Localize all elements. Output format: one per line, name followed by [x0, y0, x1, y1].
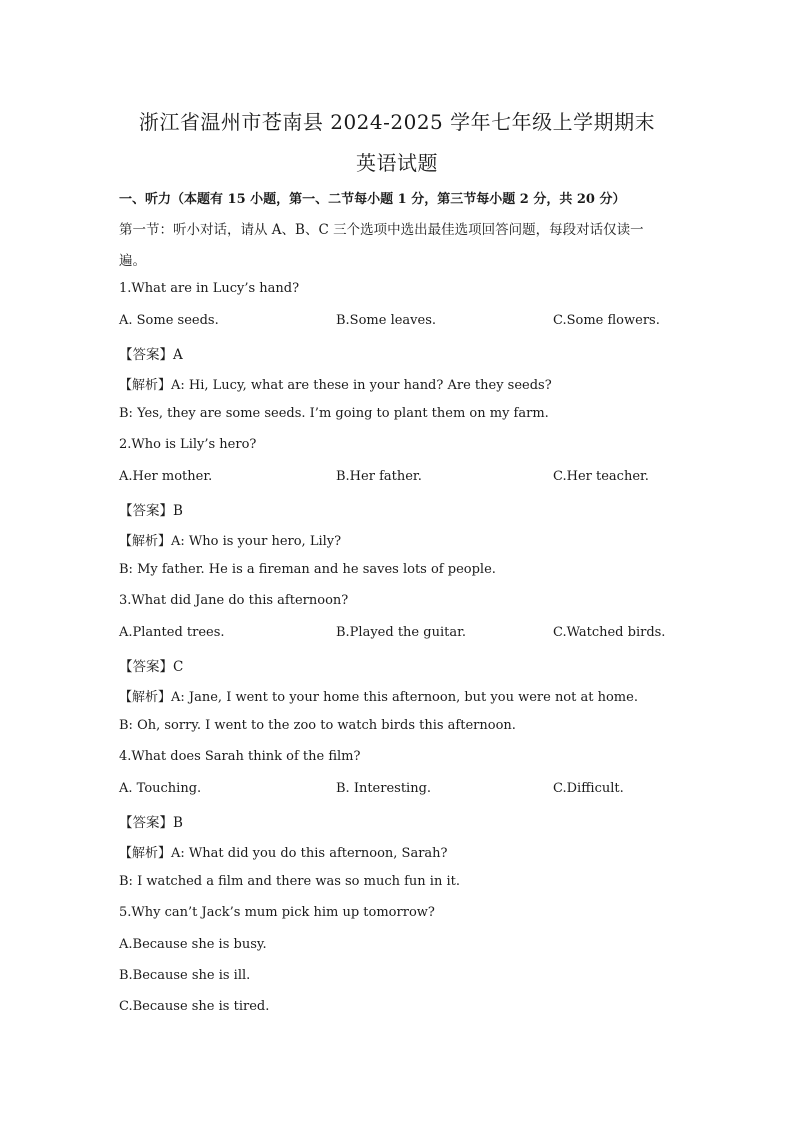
- answer-line: 【答案】B: [119, 815, 183, 831]
- section-instruction-cont: 遍。: [119, 253, 146, 269]
- dialogue-reply: B: I watched a film and there was so much fun in it.: [119, 874, 460, 889]
- option-a: A. Some seeds.: [119, 313, 219, 328]
- dialogue-reply: B: Oh, sorry. I went to the zoo to watch birds this afternoon.: [119, 718, 516, 733]
- option-b: B.Played the guitar.: [336, 625, 466, 640]
- document-title: 浙江省温州市苍南县 2024-2025 学年七年级上学期期末: [138, 110, 656, 134]
- section-heading: 一、听力（本题有 15 小题，第一、二节每小题 1 分，第三节每小题 2 分，共 20 分）: [119, 192, 626, 207]
- option-c: C.Watched birds.: [553, 625, 666, 640]
- analysis-line: 【解析】A: Who is your hero, Lily?: [119, 534, 342, 549]
- section-instruction: 第一节：听小对话，请从 A、B、C 三个选项中选出最佳选项回答问题，每段对话仅读一: [119, 222, 644, 238]
- analysis-line: 【解析】A: What did you do this afternoon, Sarah?: [119, 846, 448, 861]
- option-b: B.Because she is ill.: [119, 968, 251, 983]
- analysis-line: 【解析】A: Jane, I went to your home this afternoon, but you were not at home.: [119, 690, 638, 705]
- option-c: C.Some flowers.: [553, 313, 660, 328]
- answer-line: 【答案】A: [119, 347, 183, 363]
- dialogue-reply: B: Yes, they are some seeds. I’m going to plant them on my farm.: [119, 406, 549, 421]
- question-text: 5.Why can’t Jack’s mum pick him up tomorrow?: [119, 905, 435, 920]
- option-c: C.Difficult.: [553, 781, 624, 796]
- option-a: A.Because she is busy.: [119, 937, 267, 952]
- option-b: B.Some leaves.: [336, 313, 437, 328]
- option-a: A. Touching.: [119, 781, 202, 796]
- option-a: A.Planted trees.: [119, 625, 225, 640]
- option-b: B. Interesting.: [336, 781, 432, 796]
- answer-line: 【答案】C: [119, 659, 184, 675]
- question-text: 4.What does Sarah think of the film?: [119, 749, 361, 764]
- option-b: B.Her father.: [336, 469, 422, 484]
- question-text: 3.What did Jane do this afternoon?: [119, 593, 349, 608]
- question-text: 2.Who is Lily’s hero?: [119, 437, 257, 452]
- option-c: C.Her teacher.: [553, 469, 649, 484]
- document-subtitle: 英语试题: [356, 151, 438, 175]
- option-a: A.Her mother.: [119, 469, 213, 484]
- question-text: 1.What are in Lucy’s hand?: [119, 281, 300, 296]
- analysis-line: 【解析】A: Hi, Lucy, what are these in your hand? Are they seeds?: [119, 378, 552, 393]
- option-c: C.Because she is tired.: [119, 999, 270, 1014]
- dialogue-reply: B: My father. He is a fireman and he saves lots of people.: [119, 562, 496, 577]
- answer-line: 【答案】B: [119, 503, 183, 519]
